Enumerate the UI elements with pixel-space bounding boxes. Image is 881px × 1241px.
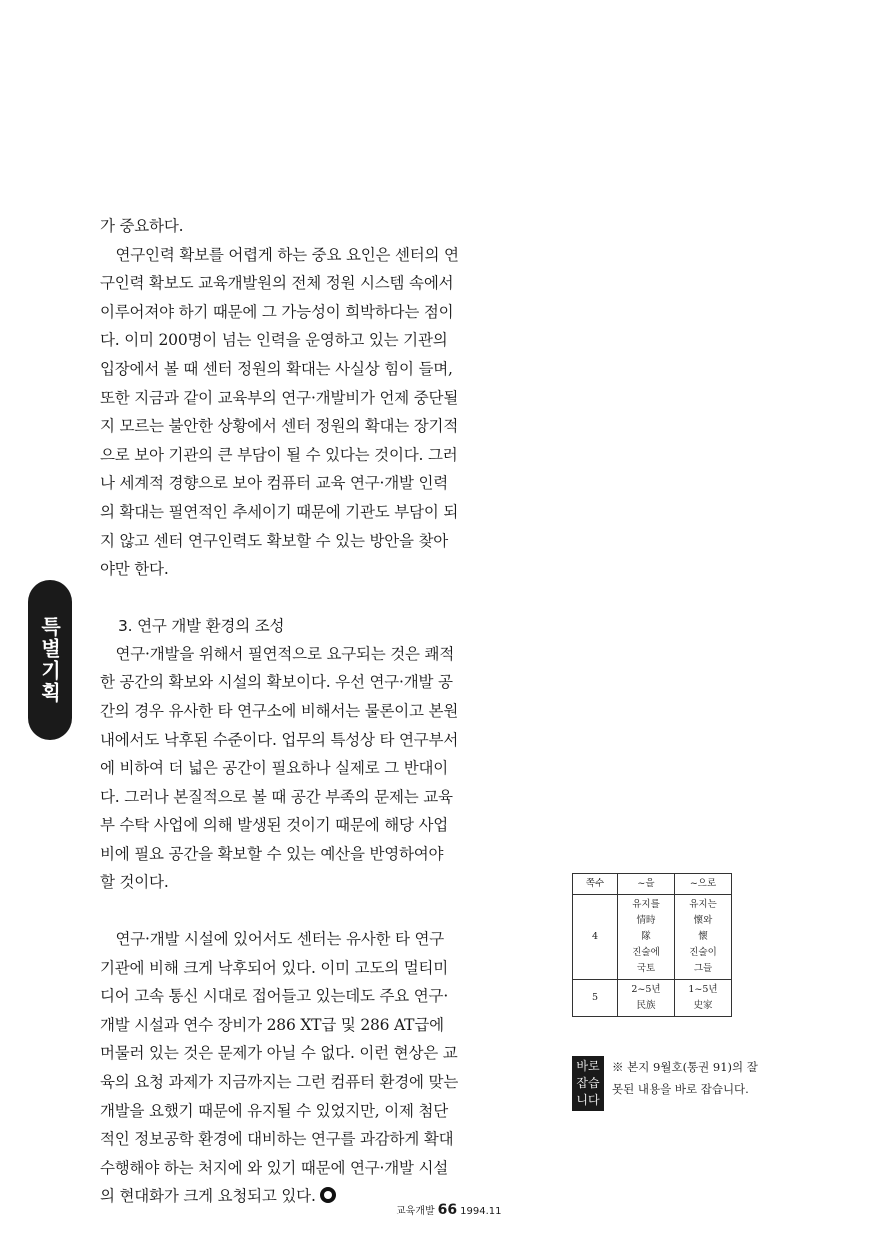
errata-badge: 바로잡습니다 <box>572 1056 604 1111</box>
section-heading: 3. 연구 개발 환경의 조성 <box>118 616 285 635</box>
errata-wrong-item: 情時 <box>636 915 656 926</box>
paragraph-research-staff: 연구인력 확보를 어렵게 하는 중요 요인은 센터의 연구인력 확보도 교육개발원의 전체 정원 시스템 속에서 이루어져야 하기 때문에 그 가능성이 희박하다는 점이다. 이미 200명이 넘는 인력을 운영하고 있는 기관의 입장에서 볼 때 센터 정원의 확대는 사실상 힘이 들며, 또한 지금과 같이 교육부의 연구·개발비가 언제 중단될지 모르는 불안한 상황에서 센터 정원의 확대는 장기적으로 보아 기관의 큰 부담이 될 수 있다는 것이다. 그러나 세계적 경향으로 보아 컴퓨터 교육 연구·개발 인력의 확대는 필연적인 추세이기 때문에 기관도 부담이 되지 않고 센터 연구인력도 확보할 수 있는 방안을 찾아야만 한다. <box>100 245 459 579</box>
errata-wrong-item: 유지를 <box>632 899 660 910</box>
section-tab-label: 특별기획 <box>37 616 62 704</box>
errata-wrong-item: 民族 <box>636 1000 656 1011</box>
errata-wrong <box>618 980 675 1017</box>
errata-right-item: 진술이 <box>689 947 717 958</box>
errata-header: ~으로 <box>675 874 732 895</box>
errata-table <box>572 873 732 1017</box>
errata-note: ※ 본지 9월호(통권 91)의 잘못된 내용을 바로 잡습니다. <box>612 1060 758 1096</box>
paragraph-facilities-text: 연구·개발 시설에 있어서도 센터는 유사한 타 연구 기관에 비해 크게 낙후되어 있다. 이미 고도의 멀티미디어 고속 통신 시대로 접어들고 있는데도 주요 연구·개발 시설과 연수 장비가 286 XT급 및 286 AT급에 머물러 있는 것은 문제가 아닐 수 없다. 이런 현상은 교육의 요청 과제가 지금까지는 그런 컴퓨터 환경에 맞는 개발을 요했기 때문에 유지될 수 있었지만, 이제 첨단적인 정보공학 환경에 대비하는 연구를 과감하게 확대 수행해야 하는 처지에 와 있기 때문에 연구·개발 시설의 현대화가 크게 요청되고 있다. <box>100 930 459 1206</box>
errata-wrong-item: 국토 <box>636 963 656 974</box>
errata-row <box>573 895 732 980</box>
footer-page-number: 66 <box>437 1202 458 1218</box>
errata-right-item: 1~5년 <box>688 984 718 995</box>
paragraph-facilities <box>100 925 460 1211</box>
paragraph-continuation: 가 중요하다. <box>100 217 184 235</box>
errata-header: 쪽수 <box>573 874 618 895</box>
end-mark-icon <box>320 1187 336 1203</box>
errata-wrong <box>618 895 675 980</box>
errata-row <box>573 980 732 1017</box>
footer-issue: 1994.11 <box>460 1206 502 1217</box>
errata-right-item: 유지는 <box>689 899 717 910</box>
errata-right-item: 懷와 <box>693 915 713 926</box>
page-footer <box>396 1202 501 1218</box>
article-column <box>100 212 460 1211</box>
errata-wrong-item: 2~5년 <box>631 984 661 995</box>
footer-magazine: 교육개발 <box>396 1206 435 1217</box>
errata-right <box>675 895 732 980</box>
errata-wrong-item: 隊 <box>641 931 651 942</box>
errata-right-item: 그들 <box>693 963 713 974</box>
errata-right-item: 史家 <box>693 1000 713 1011</box>
errata-right <box>675 980 732 1017</box>
errata-header-row <box>573 874 732 895</box>
errata-page: 4 <box>573 895 618 980</box>
section-tab <box>28 580 72 740</box>
errata-page: 5 <box>573 980 618 1017</box>
paragraph-space: 연구·개발을 위해서 필연적으로 요구되는 것은 쾌적한 공간의 확보와 시설의 확보이다. 우선 연구·개발 공간의 경우 유사한 타 연구소에 비해서는 물론이고 본원 내에서도 낙후된 수준이다. 업무의 특성상 타 연구부서에 비하여 더 넓은 공간이 필요하나 실제로 그 반대이다. 그러나 본질적으로 볼 때 공간 부족의 문제는 교육부 수탁 사업에 의해 발생된 것이기 때문에 해당 사업비에 필요 공간을 확보할 수 있는 예산을 반영하여야 할 것이다. <box>100 644 459 892</box>
errata-wrong-item: 진술에 <box>632 947 660 958</box>
errata-right-item: 懷 <box>698 931 708 942</box>
errata-header: ~을 <box>618 874 675 895</box>
